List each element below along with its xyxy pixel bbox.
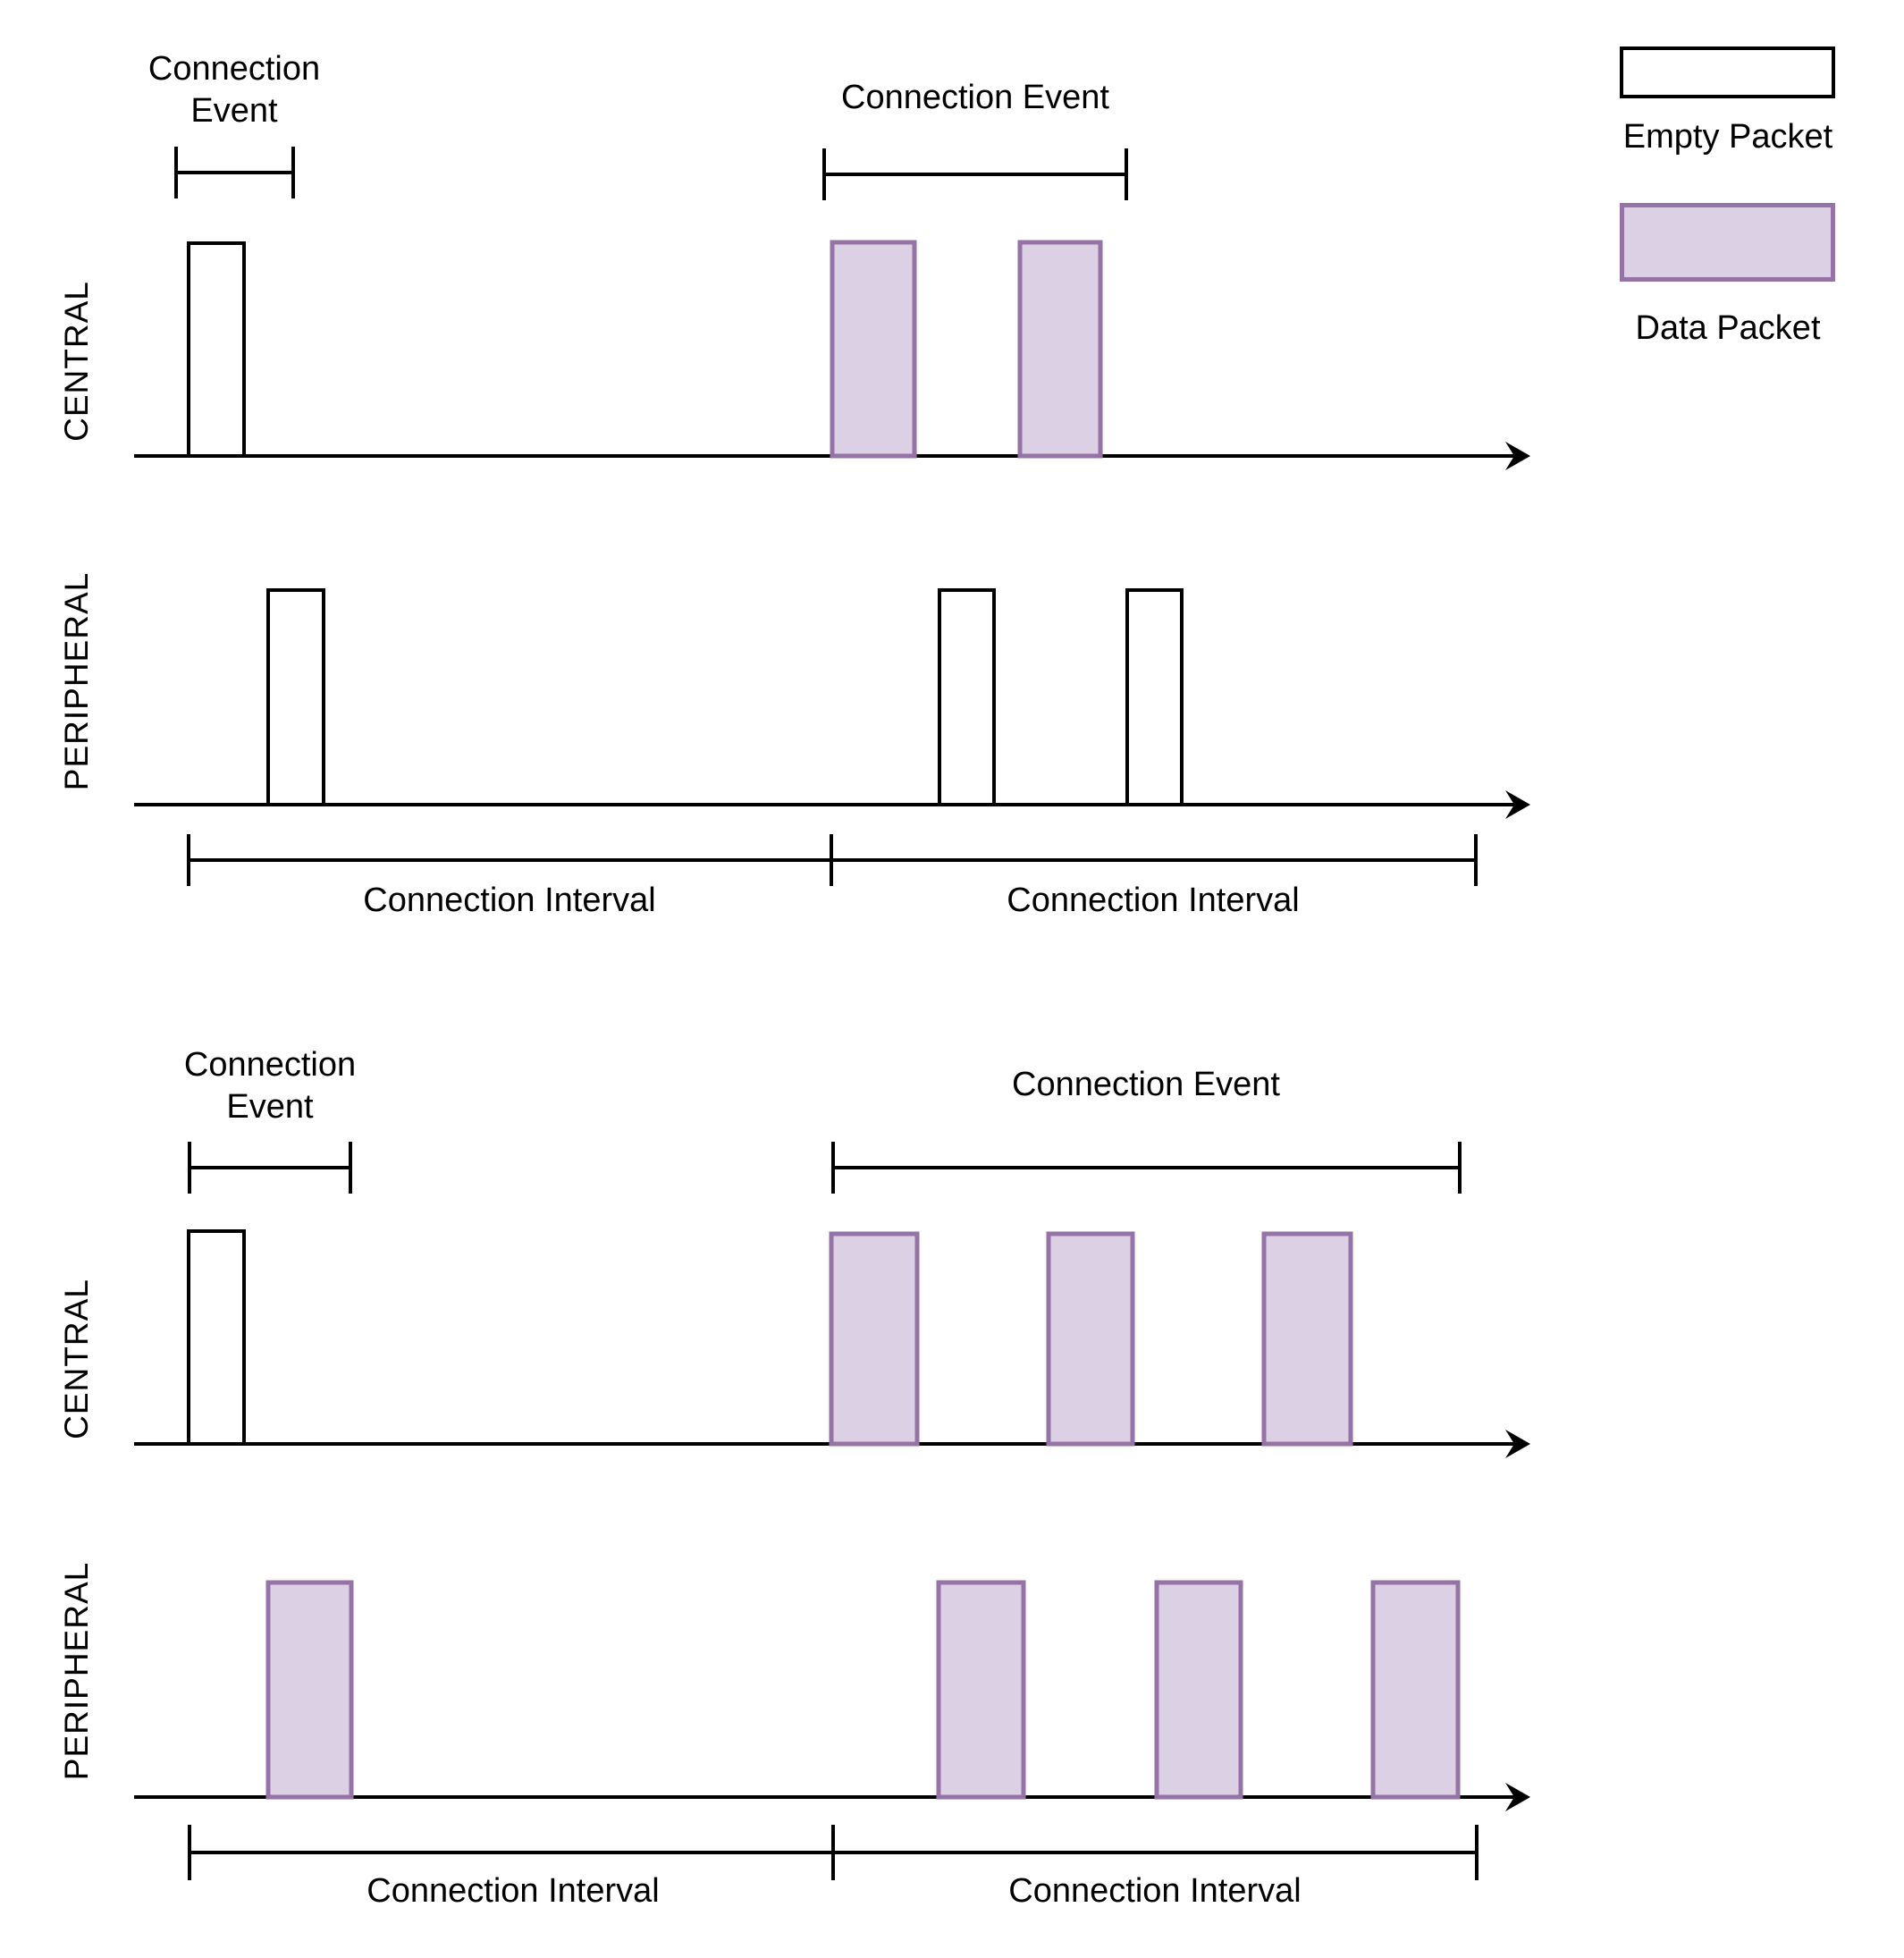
empty-packet: [268, 590, 324, 805]
empty-packet: [939, 590, 994, 805]
connection-event-label-line2: Event: [190, 92, 278, 130]
data-packet: [1020, 242, 1100, 456]
data-packet: [1157, 1582, 1241, 1797]
central-axis-label: CENTRAL: [58, 1279, 95, 1439]
bottom-diagram: [134, 1142, 1530, 1880]
peripheral-axis-label: PERIPHERAL: [58, 571, 95, 791]
central-axis-label: CENTRAL: [58, 281, 95, 442]
connection-interval-label: Connection Interval: [366, 1872, 660, 1910]
legend-data-label: Data Packet: [1635, 309, 1821, 347]
data-packet: [268, 1582, 351, 1797]
empty-packet: [189, 243, 244, 456]
connection-event-label-line2: Event: [226, 1088, 314, 1126]
connection-interval-label: Connection Interval: [1007, 882, 1300, 919]
connection-event-label: Connection Event: [841, 79, 1109, 116]
connection-event-label-line1: Connection: [147, 50, 321, 88]
legend-empty-label: Empty Packet: [1622, 118, 1833, 156]
data-packet: [939, 1582, 1024, 1797]
data-packet: [1049, 1234, 1133, 1444]
data-packet: [1373, 1582, 1458, 1797]
connection-interval-label: Connection Interval: [363, 882, 656, 919]
connection-event-bracket: [176, 147, 293, 198]
empty-packet: [189, 1231, 244, 1444]
connection-event-bracket: [833, 1142, 1460, 1194]
peripheral-axis-label: PERIPHERAL: [58, 1561, 95, 1781]
data-packet: [831, 1234, 917, 1444]
connection-interval-bracket: [189, 834, 1476, 886]
top-diagram: [134, 147, 1530, 886]
connection-event-bracket: [824, 148, 1126, 200]
connection-event-label-line1: Connection: [183, 1046, 357, 1084]
connection-interval-label: Connection Interval: [1008, 1872, 1302, 1910]
connection-event-label: [184, 1044, 356, 1128]
empty-packet: [1127, 590, 1182, 805]
connection-event-label: Connection Event: [1012, 1066, 1280, 1103]
data-packet: [1264, 1234, 1351, 1444]
legend-data-swatch: [1620, 203, 1835, 282]
legend-empty-swatch: [1620, 46, 1835, 98]
data-packet: [832, 242, 914, 456]
connection-event-label: [148, 48, 320, 132]
connection-event-bracket: [190, 1142, 350, 1194]
